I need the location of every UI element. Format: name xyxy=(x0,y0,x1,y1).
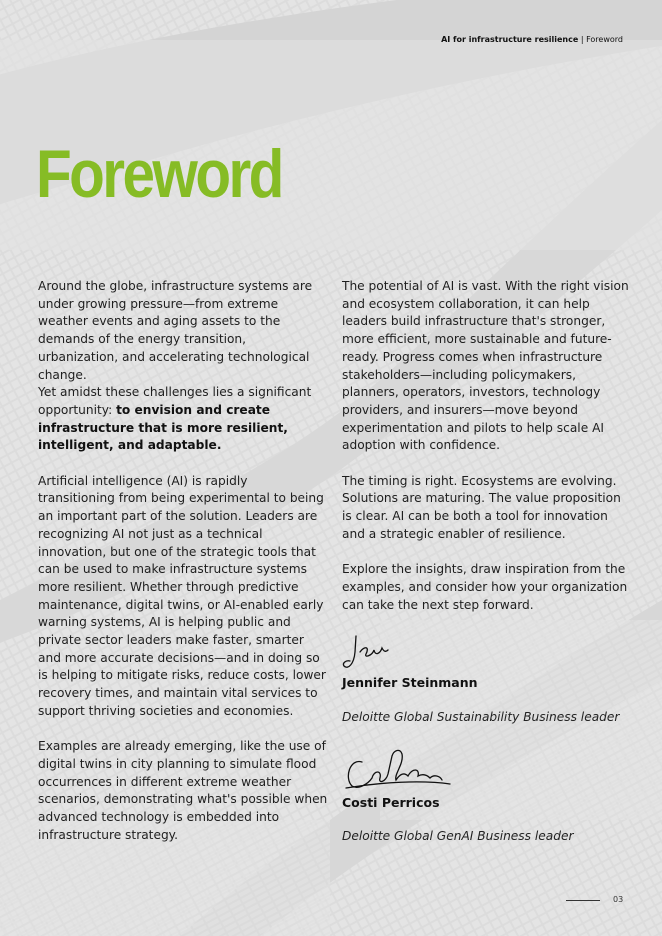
paragraph-4: The potential of AI is vast. With the right vision and ecosystem collaboration, it can help leaders build infrastructure that's stronger, more efficient, more sustainable and future-ready. Progress comes when infrastructure stakeholders—including policymakers, planners, operators, investors, technology providers, and insurers—move beyond experimentation and pilots to help scale AI adoption with confidence. xyxy=(342,279,629,453)
signatory-name-2: Costi Perricos xyxy=(342,794,440,810)
report-title: AI for infrastructure resilience xyxy=(441,35,579,44)
page-title: Foreword xyxy=(36,136,282,212)
signature-block-2 xyxy=(342,744,632,846)
paragraph-3: Examples are already emerging, like the use of digital twins in city planning to simulate flood occurrences in different extreme weather scenarios, demonstrating what's possible when advanced technology is embedded into infrastructure strategy. xyxy=(38,739,328,842)
signatory-role-2: Deloitte Global GenAI Business leader xyxy=(342,829,574,844)
signature-costi xyxy=(342,744,452,794)
left-column xyxy=(38,278,328,862)
paragraph-2: Artificial intelligence (AI) is rapidly transitioning from being experimental to being an important part of the solution. Leaders are recognizing AI not just as a technical innovation, but one of the strategic tools that can be used to make infrastructure systems more resilient. Whether through predictive maintenance, digital twins, or AI-enabled early warning systems, AI is helping public and private sector leaders make faster, smarter and more accurate decisions—and in doing so is helping to mitigate risks, reduce costs, lower recovery times, and maintain vital services to support thriving societies and economies. xyxy=(38,473,326,718)
paragraph-1-cont: Yet amidst these challenges lies a significant opportunity: xyxy=(38,385,312,417)
paragraph-1-text: Around the globe, infrastructure systems are under growing pressure—from extreme weather events and aging assets to the demands of the energy transition, urbanization, and accelerating technological change. xyxy=(38,279,313,382)
paragraph-1-emphasis: to envision and create infrastructure that is more resilient, intelligent, and adaptable. xyxy=(38,402,288,453)
section-name: Foreword xyxy=(586,35,623,44)
running-header xyxy=(441,35,623,44)
footer-rule xyxy=(566,900,600,901)
paragraph-5: The timing is right. Ecosystems are evolving. Solutions are maturing. The value proposition is clear. AI can be both a tool for innovation and a strategic enabler of resilience. xyxy=(342,473,621,541)
signatory-name-1: Jennifer Steinmann xyxy=(342,675,478,691)
header-separator: | xyxy=(578,35,587,44)
signatory-role-1: Deloitte Global Sustainability Business leader xyxy=(342,710,620,725)
signature-jennifer xyxy=(342,632,402,674)
paragraph-6: Explore the insights, draw inspiration from the examples, and consider how your organization can take the next step forward. xyxy=(342,562,628,612)
signature-block-1 xyxy=(342,632,632,726)
paragraph-1 xyxy=(38,278,328,455)
page-number: 03 xyxy=(613,895,624,904)
right-column xyxy=(342,278,632,863)
